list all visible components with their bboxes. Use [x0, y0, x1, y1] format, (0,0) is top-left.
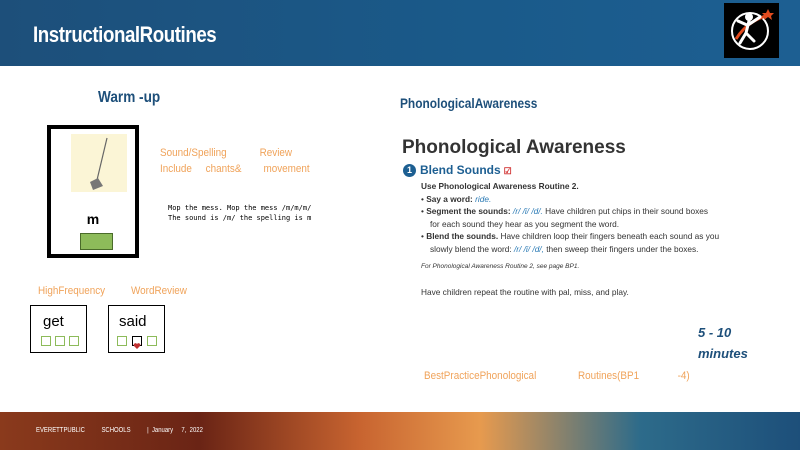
footer-text: EVERETTPUBLIC SCHOOLS | January 7, 2022: [36, 427, 203, 434]
step-number: 1: [403, 164, 416, 177]
repeat-instruction: Have children repeat the routine with pal, miss, and play.: [421, 287, 629, 297]
check-icon: ☑: [503, 166, 512, 176]
sound-box: [69, 336, 79, 346]
bullet-segment-cont: for each sound they hear as you segment the word.: [430, 218, 620, 229]
phonological-instructions: [421, 180, 751, 255]
sound-box: [117, 336, 127, 346]
use-routine-line: Use Phonological Awareness Routine 2.: [421, 181, 579, 191]
word-review-label: WordReview: [131, 285, 187, 297]
word-text: said: [119, 313, 147, 330]
sound-box: [41, 336, 51, 346]
routine-footnote: For Phonological Awareness Routine 2, see page BP1.: [421, 263, 580, 270]
word-card-said: [108, 305, 165, 353]
routines-reference: Routines(BP1 -4): [578, 370, 690, 382]
sound-spelling-review-text: Sound/Spelling Review Include chants& movement: [160, 147, 310, 175]
heart-box-icon: [132, 336, 142, 346]
time-estimate: [698, 322, 748, 364]
time-unit: minutes: [698, 346, 748, 361]
mop-chant-text: Mop the mess. Mop the mess /m/m/m/ The sound is /m/ the spelling is m: [168, 204, 312, 222]
page-title: InstructionalRoutines: [33, 22, 217, 47]
warmup-title: Warm -up: [98, 89, 161, 106]
sound-box: [147, 336, 157, 346]
word-card-get: [30, 305, 87, 353]
blend-sounds-heading: [403, 163, 512, 177]
district-logo-icon: [724, 3, 779, 58]
card-green-button[interactable]: [80, 233, 113, 250]
high-frequency-label: HighFrequency: [38, 285, 106, 297]
phonological-title: PhonologicalAwareness: [400, 95, 538, 111]
word-text: get: [43, 313, 64, 330]
sound-box: [55, 336, 65, 346]
footer-bar: [0, 412, 800, 450]
mop-icon: [71, 134, 127, 192]
time-range: 5 - 10: [698, 325, 732, 340]
bullet-say-word: • Say a word: ride.: [421, 193, 492, 204]
header-bar: [0, 0, 800, 66]
sound-spelling-card: [47, 125, 139, 258]
bullet-segment: • Segment the sounds: /r/ /ī/ /d/. Have children put chips in their sound boxes: [421, 206, 708, 216]
card-letter: m: [86, 211, 100, 227]
best-practice-label: BestPracticePhonological: [424, 370, 537, 382]
phonological-heading: Phonological Awareness: [402, 137, 626, 158]
blend-sounds-title: Blend Sounds: [420, 163, 501, 177]
bullet-blend: • Blend the sounds. Have children loop their fingers beneath each sound as you: [421, 231, 720, 241]
bullet-blend-cont: slowly blend the word: /r/ /ī/ /d/, then sweep their fingers under the boxes.: [430, 243, 699, 254]
